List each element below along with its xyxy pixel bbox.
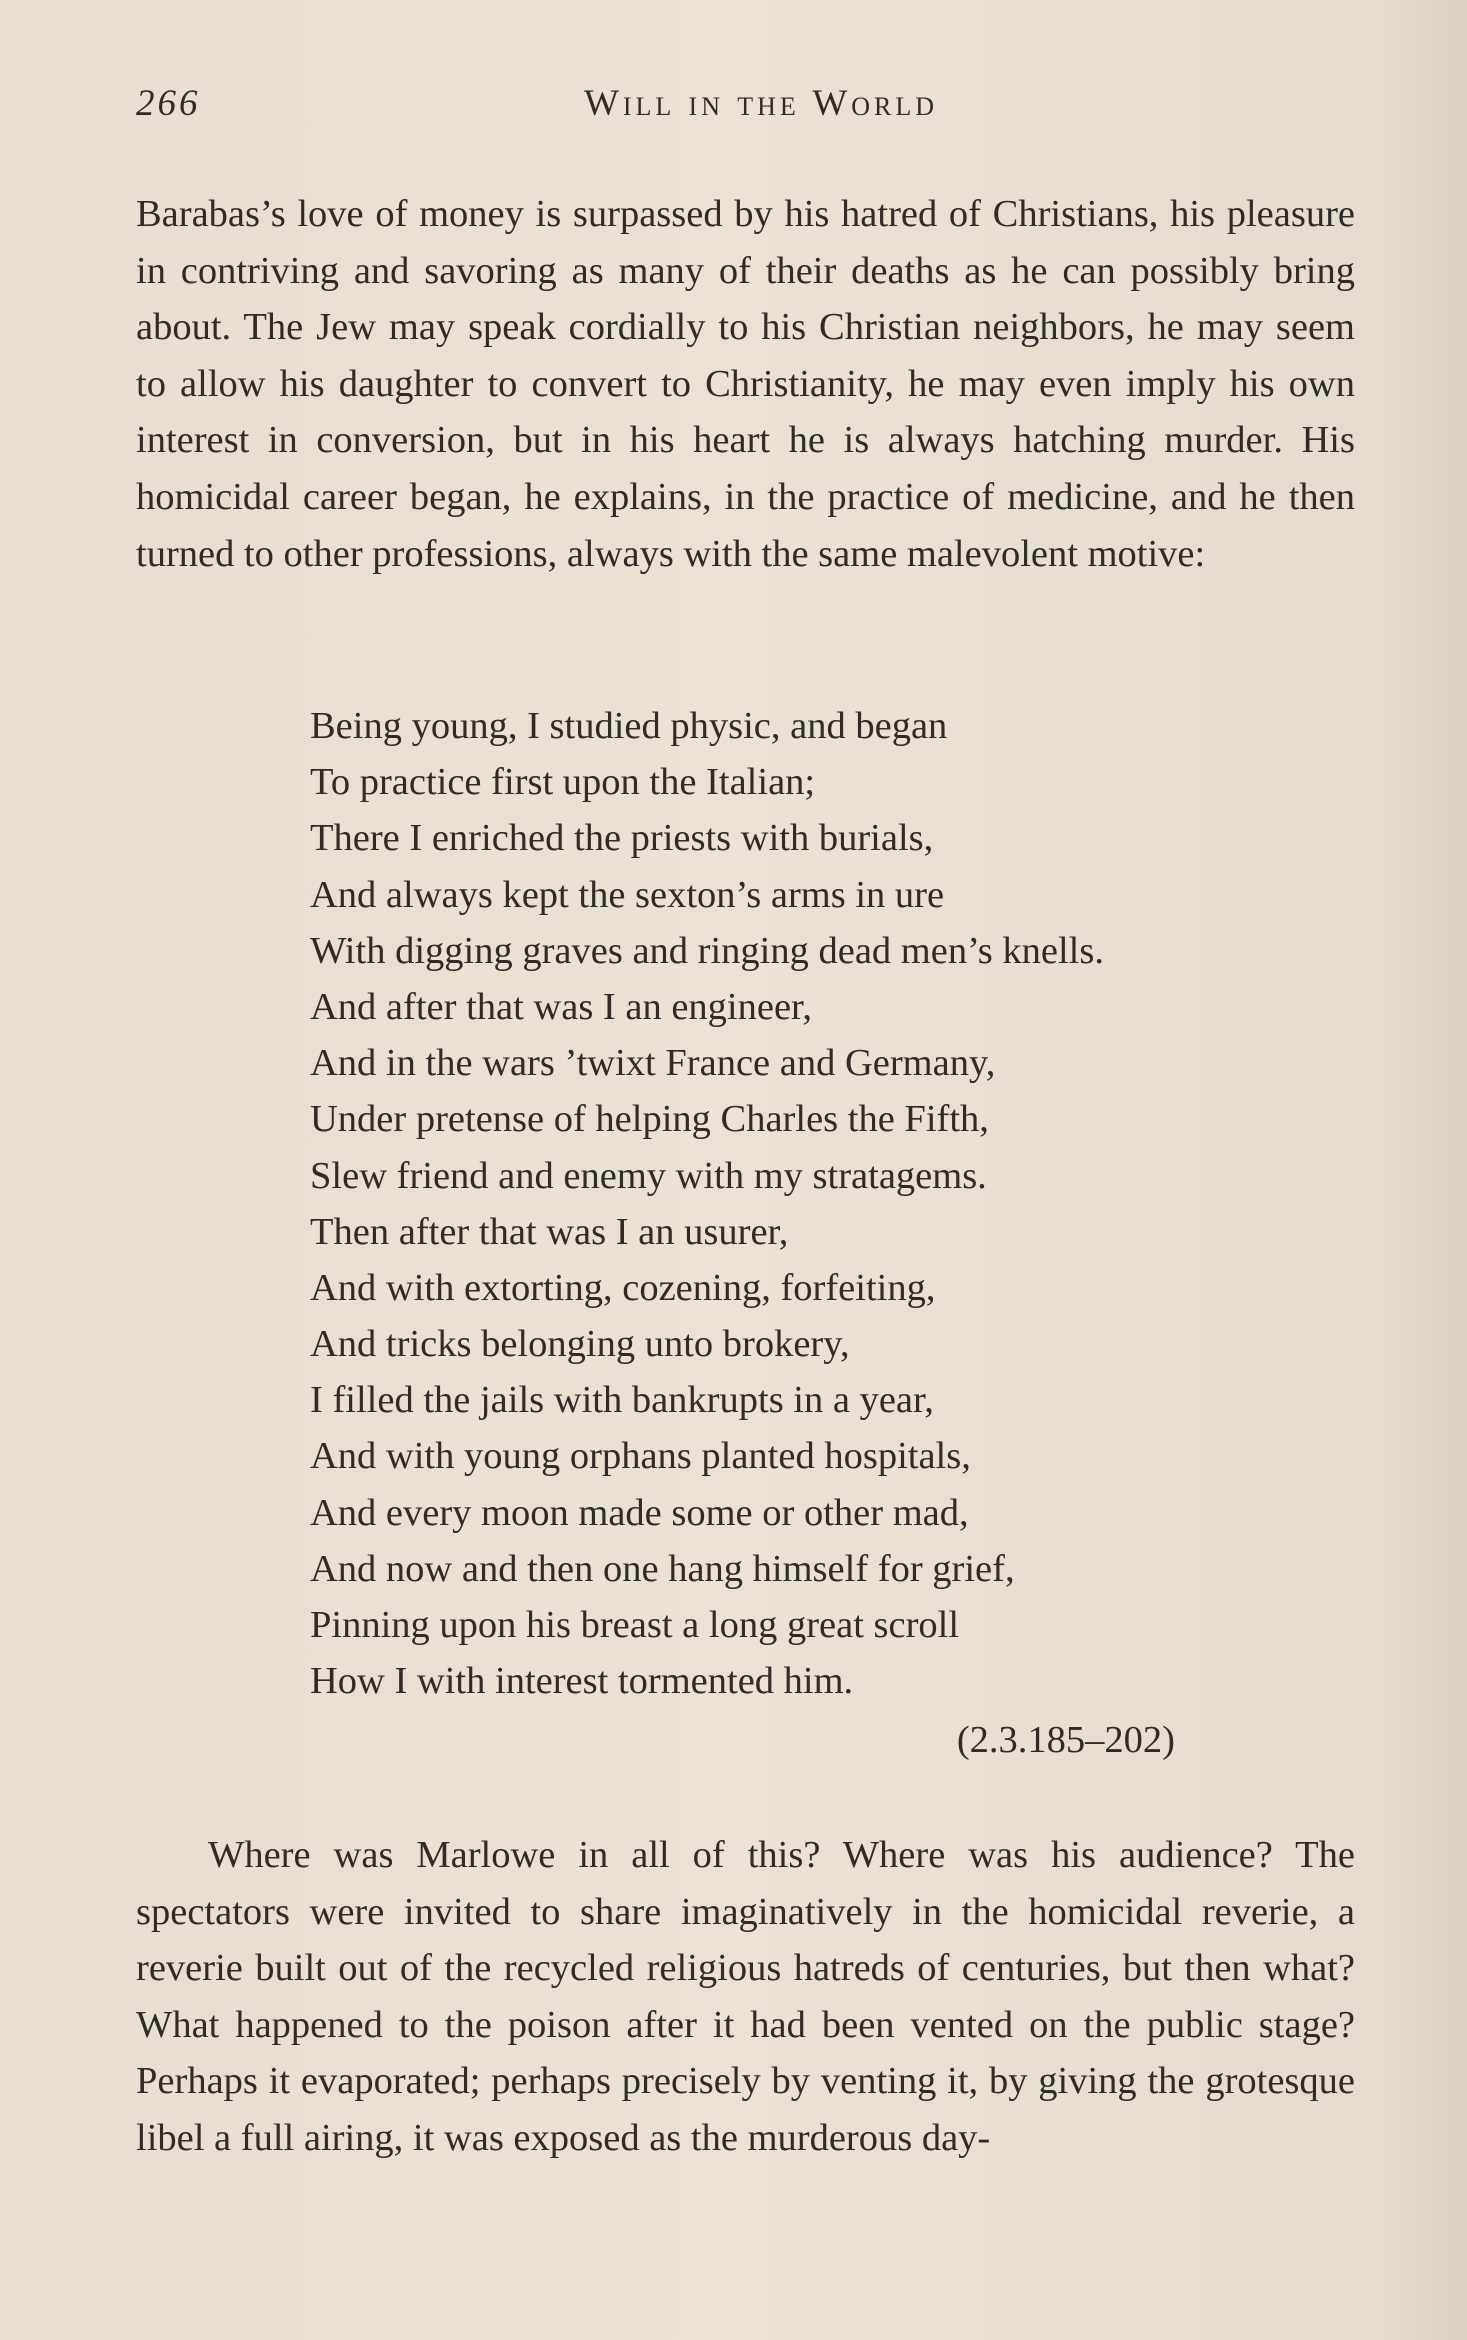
verse-quotation bbox=[310, 698, 1210, 1709]
verse-line: How I with interest tormented him. bbox=[310, 1660, 854, 1703]
verse-line: Slew friend and enemy with my stratagems. bbox=[310, 1154, 987, 1197]
verse-line: Then after that was I an usurer, bbox=[310, 1210, 789, 1253]
verse-line: And tricks belonging unto brokery, bbox=[310, 1323, 850, 1366]
verse-line: And in the wars ’twixt France and Germany, bbox=[310, 1042, 996, 1085]
body-paragraph-2: Where was Marlowe in all of this? Where was his audience? The spectators were invited to share imaginatively in the homicidal reverie, a reverie built out of the recycled religious hatreds of centuries, but then what? What happened to the poison after it had been vented on the public stage? Perhaps it evaporated; perhaps precisely by venting it, by giving the grotesque libel a full airing, it was exposed as the murderous day- bbox=[136, 1834, 1355, 2159]
body-paragraph-1: Barabas’s love of money is surpassed by his hatred of Christians, his pleasure in contriving and savoring as many of their deaths as he can possibly bring about. The Jew may speak cordially to his Christian neighbors, he may seem to allow his daughter to convert to Christianity, he may even imply his own interest in conversion, but in his heart he is always hatching murder. His homicidal career began, he explains, in the practice of medicine, and he then turned to other professions, always with the same malevolent motive: bbox=[136, 193, 1355, 575]
verse-line: Pinning upon his breast a long great scroll bbox=[310, 1604, 960, 1646]
verse-citation: (2.3.185–202) bbox=[956, 1719, 1175, 1761]
verse-line: And every moon made some or other mad, bbox=[310, 1491, 969, 1534]
running-head: Will in the World bbox=[583, 83, 939, 124]
verse-line: And now and then one hang himself for grief, bbox=[310, 1547, 1015, 1590]
page-number: 266 bbox=[136, 83, 201, 124]
verse-line: There I enriched the priests with burials, bbox=[310, 817, 934, 860]
verse-line: And with young orphans planted hospitals, bbox=[310, 1435, 971, 1478]
verse-line: To practice first upon the Italian; bbox=[310, 761, 816, 804]
verse-line: Under pretense of helping Charles the Fifth, bbox=[310, 1098, 989, 1141]
page-header bbox=[136, 82, 1356, 132]
verse-line: And with extorting, cozening, forfeiting, bbox=[310, 1266, 936, 1309]
verse-line: I filled the jails with bankrupts in a year, bbox=[310, 1379, 934, 1422]
verse-line: With digging graves and ringing dead men’s knells. bbox=[310, 929, 1104, 972]
verse-line: And after that was I an engineer, bbox=[310, 985, 812, 1028]
verse-line: And always kept the sexton’s arms in ure bbox=[310, 873, 945, 916]
verse-line: Being young, I studied physic, and began bbox=[310, 705, 948, 747]
